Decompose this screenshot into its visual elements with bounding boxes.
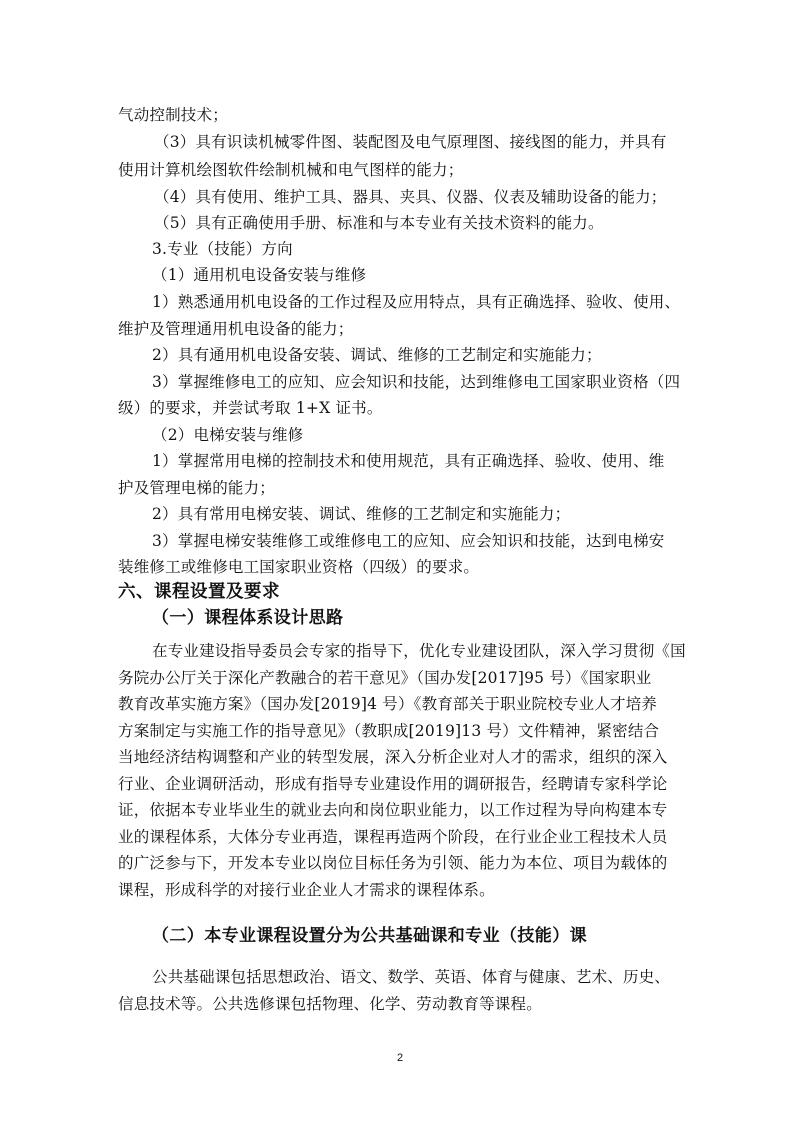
subheading-course-categories: （二）本专业课程设置分为公共基础课和专业（技能）课 — [152, 926, 587, 946]
paragraph-line: 业的课程体系，大体分专业再造，课程再造两个阶段，在行业企业工程技术人员 — [118, 828, 668, 846]
text-line: （4）具有使用、维护工具、器具、夹具、仪器、仪表及辅助设备的能力； — [154, 188, 667, 206]
text-line: 1）熟悉通用机电设备的工作过程及应用特点，具有正确选择、验收、使用、 — [152, 293, 681, 311]
paragraph-line: 行业、企业调研活动，形成有指导专业建设作用的调研报告，经聘请专家科学论 — [118, 775, 668, 793]
text-line: 护及管理电梯的能力； — [118, 479, 276, 497]
text-line: （2）电梯安装与维修 — [152, 426, 304, 444]
text-line: 3.专业（技能）方向 — [152, 240, 293, 258]
paragraph-line: 方案制定与实施工作的指导意见》（教职成[2019]13 号）文件精神，紧密结合 — [118, 722, 660, 740]
text-line: 使用计算机绘图软件绘制机械和电气图样的能力； — [118, 161, 464, 179]
text-line: 装维修工或维修电工国家职业资格（四级）的要求。 — [118, 558, 480, 576]
text-line: 3）掌握电梯安装维修工或维修电工的应知、应会知识和技能，达到电梯安 — [152, 532, 665, 550]
text-line: 1）掌握常用电梯的控制技术和使用规范，具有正确选择、验收、使用、维 — [152, 452, 665, 470]
paragraph-line: 当地经济结构调整和产业的转型发展，深入分析企业对人才的需求，组织的深入 — [118, 748, 668, 766]
text-line: 级）的要求，并尝试考取 1+X 证书。 — [118, 399, 383, 417]
text-line: 气动控制技术； — [118, 106, 228, 124]
paragraph-line: 教育改革实施方案》（国办发[2019]4 号）《教育部关于职业院校专业人才培养 — [118, 695, 658, 713]
paragraph-line: 的广泛参与下，开发本专业以岗位目标任务为引领、能力为本位、项目为载体的 — [118, 854, 668, 872]
text-line: 2）具有常用电梯安装、调试、维修的工艺制定和实施能力； — [152, 505, 571, 523]
subheading-course-design: （一）课程体系设计思路 — [152, 608, 344, 628]
text-line: 3）掌握维修电工的应知、应会知识和技能，达到维修电工国家职业资格（四 — [152, 373, 681, 391]
paragraph-line: 务院办公厅关于深化产教融合的若干意见》（国办发[2017]95 号）《国家职业 — [118, 669, 652, 687]
text-line: （5）具有正确使用手册、标准和与本专业有关技术资料的能力。 — [154, 214, 604, 232]
section-heading: 六、课程设置及要求 — [118, 582, 280, 602]
paragraph-line: 课程，形成科学的对接行业企业人才需求的课程体系。 — [118, 881, 495, 899]
page-number: 2 — [396, 1052, 404, 1064]
text-line: （3）具有识读机械零件图、装配图及电气原理图、接线图的能力，并具有 — [154, 133, 667, 151]
paragraph-line: 信息技术等。公共选修课包括物理、化学、劳动教育等课程。 — [118, 995, 542, 1013]
text-line: 2）具有通用机电设备安装、调试、维修的工艺制定和实施能力； — [152, 346, 602, 364]
paragraph-line: 在专业建设指导委员会专家的指导下，优化专业建设团队，深入学习贯彻《国 — [152, 642, 686, 660]
paragraph-line: 证，依据本专业毕业生的就业去向和岗位职业能力，以工作过程为导向构建本专 — [118, 801, 668, 819]
paragraph-line: 公共基础课包括思想政治、语文、数学、英语、体育与健康、艺术、历史、 — [152, 968, 671, 986]
text-line: 维护及管理通用机电设备的能力； — [118, 320, 354, 338]
text-line: （1）通用机电设备安装与维修 — [152, 266, 367, 284]
